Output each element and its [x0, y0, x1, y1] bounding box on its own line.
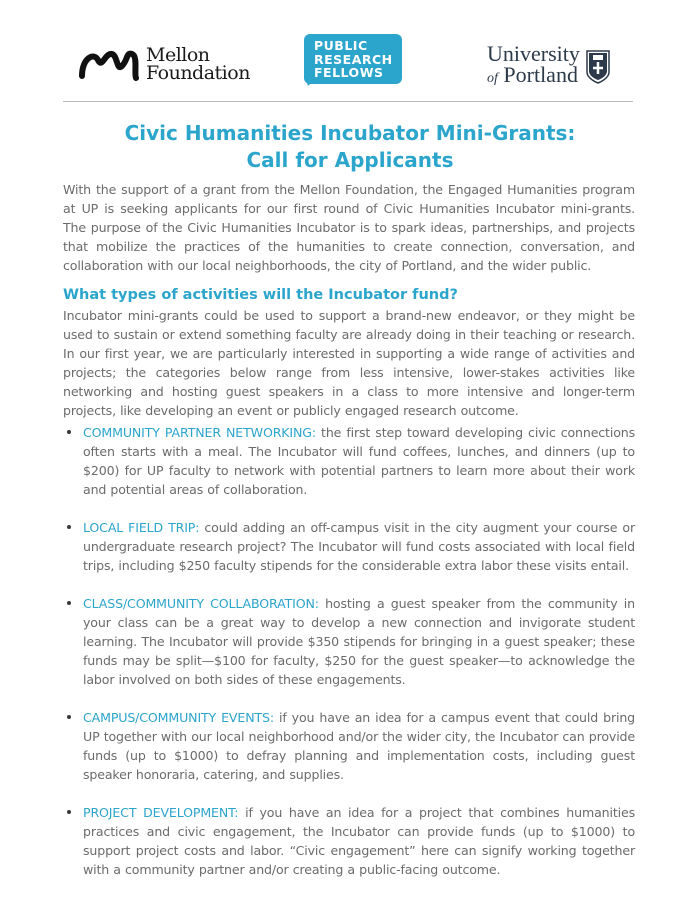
- item-label: PROJECT DEVELOPMENT:: [83, 805, 239, 820]
- up-line2: Portland: [503, 62, 578, 87]
- list-item-networking: [63, 423, 635, 499]
- intro-paragraph: With the support of a grant from the Mellon Foundation, the Engaged Humanities program at UP is seeking applicants for our first round of Civic Humanities Incubator mini-grants. The purpose of the Civic Humanities Incubator is to spark ideas, partnerships, and projects that mobilize the practices of the humanities to create connection, conversation, and collaboration with our local neighborhoods, the city of Portland, and the wider public.: [63, 182, 635, 273]
- mellon-foundation-logo: [78, 46, 250, 82]
- bullet-icon: [67, 430, 71, 434]
- up-line1: University: [487, 41, 580, 66]
- logo-header: [64, 30, 634, 96]
- mellon-line1: Mellon: [146, 44, 210, 66]
- item-text: if you have an idea for a campus event that could bring UP together with our local neighborhood and/or the wider city, the Incubator can provide funds (up to $1000) to defray planning and implementation costs, including guest speaker honoraria, catering, and supplies.: [83, 710, 635, 782]
- item-text: could adding an off-campus visit in the city augment your course or undergraduate research project? The Incubator will fund costs associated with local field trips, including $250 faculty stipends for the considerable extra labor these visits entail.: [83, 520, 635, 573]
- item-text: the first step toward developing civic connections often starts with a meal. The Incubator will fund coffees, lunches, and dinners (up to $200) for UP faculty to network with potential partners to learn more about their work and potential areas of collaboration.: [83, 425, 635, 497]
- list-item-project-development: [63, 803, 635, 879]
- page-title: Civic Humanities Incubator Mini-Grants: Call for Applicants: [124, 121, 576, 172]
- item-text: hosting a guest speaker from the community in your class can be a great way to develop a new connection and invigorate student learning. The Incubator will provide $350 stipends for bringing in a guest speaker; these funds may be split—$100 for faculty, $250 for the guest speaker—to acknowledge the labor involved on both sides of these engagements.: [83, 596, 635, 687]
- up-of: of: [487, 71, 498, 86]
- bullet-icon: [67, 525, 71, 529]
- list-item-events: [63, 708, 635, 784]
- bullet-icon: [67, 715, 71, 719]
- bullet-icon: [67, 601, 71, 605]
- public-research-fellows-logo: [304, 34, 402, 90]
- prf-line-2: RESEARCH: [314, 51, 393, 67]
- section-body: Incubator mini-grants could be used to support a brand-new endeavor, or they might be used to sustain or extend something faculty are already doing in their teaching or research. In our first year, we are particularly interested in supporting a wide range of activities and projects; the categories below range from less intensive, lower-stakes activities like networking and hosting guest speakers in a class to more intensive and longer-term projects, like developing an event or publicly engaged research outcome.: [63, 308, 635, 418]
- prf-line-3: FELLOWS: [314, 65, 384, 80]
- list-item-collaboration: [63, 594, 635, 689]
- mellon-line2: Foundation: [146, 62, 250, 84]
- list-item-field-trip: [63, 518, 635, 575]
- item-text: if you have an idea for a project that combines humanities practices and civic engagement, the Incubator can provide funds (up to $1000) to support project costs and labor. “Civic engagement” here can signify working together with a community partner and/or creating a public-facing outcome.: [83, 805, 635, 877]
- university-shield-icon: [586, 50, 610, 84]
- activity-list: [63, 423, 635, 898]
- header-divider: [63, 101, 633, 102]
- item-label: CLASS/COMMUNITY COLLABORATION:: [83, 596, 319, 611]
- item-label: COMMUNITY PARTNER NETWORKING:: [83, 425, 316, 440]
- item-label: CAMPUS/COMMUNITY EVENTS:: [83, 710, 274, 725]
- bullet-icon: [67, 810, 71, 814]
- mellon-wave-icon: [78, 46, 140, 82]
- university-of-portland-logo: [487, 41, 610, 90]
- item-label: LOCAL FIELD TRIP:: [83, 520, 200, 535]
- section-heading: What types of activities will the Incubator fund?: [63, 287, 458, 303]
- prf-line-1: PUBLIC: [314, 38, 368, 53]
